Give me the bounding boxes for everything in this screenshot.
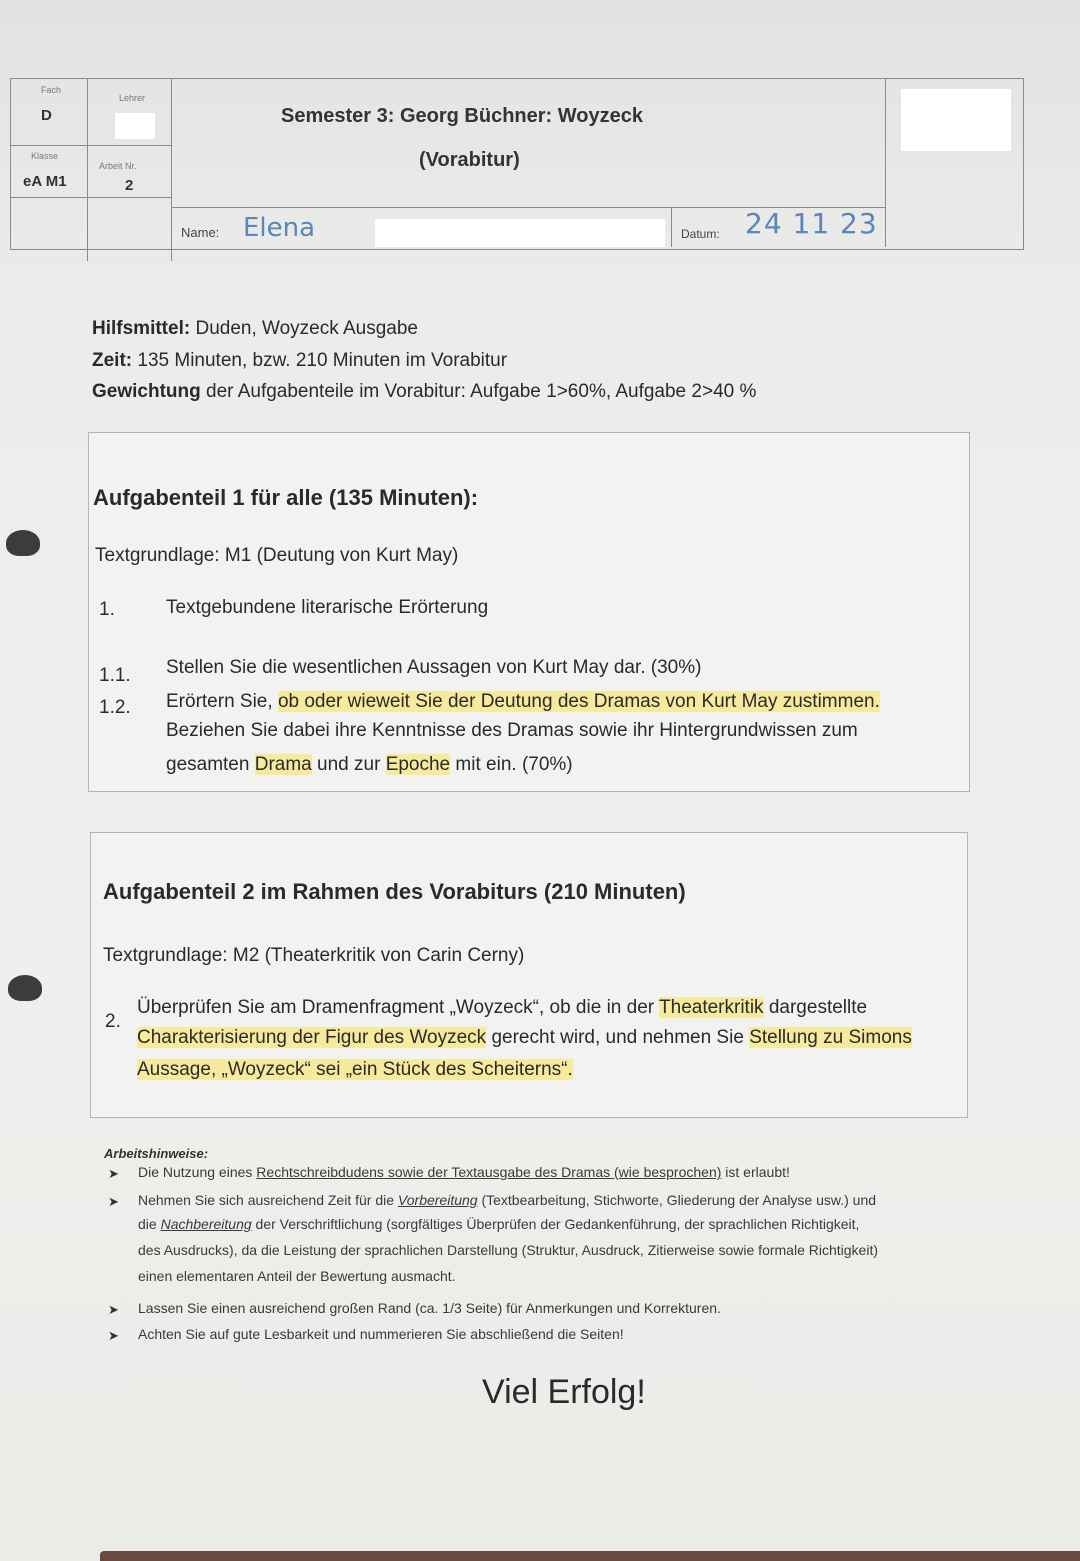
task1-heading: Aufgabenteil 1 für alle (135 Minuten):: [93, 485, 479, 510]
redacted-grade: [901, 89, 1011, 151]
name-value: Elena: [243, 213, 316, 243]
bullet-arrow-icon: ➤: [108, 1302, 119, 1317]
klasse-label: Klasse: [31, 151, 59, 161]
header-table: [10, 78, 1024, 250]
note-2-line1: Nehmen Sie sich ausreichend Zeit für die Vorbereitung (Textbearbeitung, Stichworte, Gliederung der Analyse usw.) und: [138, 1192, 877, 1208]
task1-sub2-line1: Erörtern Sie, ob oder wieweit Sie der Deutung des Dramas von Kurt May zustimmen.: [166, 691, 880, 712]
task2-number: 2.: [105, 1011, 121, 1032]
punch-hole-top: [6, 530, 40, 556]
lehrer-label: Lehrer: [119, 93, 146, 103]
task1-title: Textgebundene literarische Erörterung: [166, 597, 489, 618]
fach-value: D: [41, 107, 52, 124]
exam-subtitle: (Vorabitur): [419, 149, 520, 171]
date-value: 24 11 23: [745, 207, 878, 240]
task1-sub2-line2: Beziehen Sie dabei ihre Kenntnisse des Dramas sowie ihr Hintergrundwissen zum: [166, 720, 858, 741]
task2-line3: Aussage, „Woyzeck“ sei „ein Stück des Scheiterns“.: [137, 1059, 573, 1080]
task1-basis: Textgrundlage: M1 (Deutung von Kurt May): [95, 545, 459, 566]
note-4: Achten Sie auf gute Lesbarkeit und nummerieren Sie abschließend die Seiten!: [138, 1326, 624, 1342]
task1-sub2-line3: gesamten Drama und zur Epoche mit ein. (70%): [166, 754, 573, 775]
exam-title: Semester 3: Georg Büchner: Woyzeck: [281, 105, 643, 127]
notes-title: Arbeitshinweise:: [104, 1146, 209, 1161]
punch-hole-bottom: [8, 975, 42, 1001]
note-3: Lassen Sie einen ausreichend großen Rand (ca. 1/3 Seite) für Anmerkungen und Korrekturen.: [138, 1300, 721, 1316]
task2-line1: Überprüfen Sie am Dramenfragment „Woyzeck“, ob die in der Theaterkritik dargestellte: [137, 997, 868, 1018]
task1-number: 1.: [99, 599, 115, 620]
task1-sub1-text: Stellen Sie die wesentlichen Aussagen von Kurt May dar. (30%): [166, 657, 702, 678]
task1-box: [88, 432, 970, 792]
fach-label: Fach: [41, 85, 62, 95]
info-gewichtung: Gewichtung der Aufgabenteile im Vorabitur: Aufgabe 1>60%, Aufgabe 2>40 %: [92, 381, 757, 402]
klasse-value: eA M1: [23, 173, 67, 190]
bullet-arrow-icon: ➤: [108, 1166, 119, 1181]
date-label: Datum:: [681, 227, 720, 241]
task2-box: [90, 832, 968, 1118]
arbeit-value: 2: [125, 177, 134, 194]
task1-sub2-number: 1.2.: [99, 697, 131, 718]
task2-basis: Textgrundlage: M2 (Theaterkritik von Carin Cerny): [103, 945, 525, 966]
page-edge-shadow: [100, 1551, 1080, 1561]
name-label: Name:: [181, 225, 220, 240]
bullet-arrow-icon: ➤: [108, 1194, 119, 1209]
arbeit-label: Arbeit Nr.: [99, 161, 137, 171]
info-hilfsmittel: Hilfsmittel: Duden, Woyzeck Ausgabe: [92, 318, 418, 339]
note-1: Die Nutzung eines Rechtschreibdudens sowie der Textausgabe des Dramas (wie besprochen) ist erlaubt!: [138, 1164, 790, 1180]
task1-sub1-number: 1.1.: [99, 665, 131, 686]
task2-line2: Charakterisierung der Figur des Woyzeck gerecht wird, und nehmen Sie Stellung zu Simons: [137, 1027, 912, 1048]
redacted-surname: [375, 219, 665, 247]
task2-heading: Aufgabenteil 2 im Rahmen des Vorabiturs (210 Minuten): [103, 879, 686, 904]
redacted-teacher: [115, 113, 155, 139]
bullet-arrow-icon: ➤: [108, 1328, 119, 1343]
note-2-line2: die Nachbereitung der Verschriftlichung (sorgfältiges Überprüfen der Gedankenführung, der sprachlichen Richtigkeit,: [138, 1216, 860, 1232]
note-2-line3: des Ausdrucks), da die Leistung der sprachlichen Darstellung (Struktur, Ausdruck, Zitierweise sowie formale Richtigkeit): [138, 1242, 878, 1258]
note-2-line4: einen elementaren Anteil der Bewertung ausmacht.: [138, 1268, 456, 1284]
closing-message: Viel Erfolg!: [482, 1373, 646, 1411]
info-zeit: Zeit: 135 Minuten, bzw. 210 Minuten im Vorabitur: [92, 350, 508, 371]
